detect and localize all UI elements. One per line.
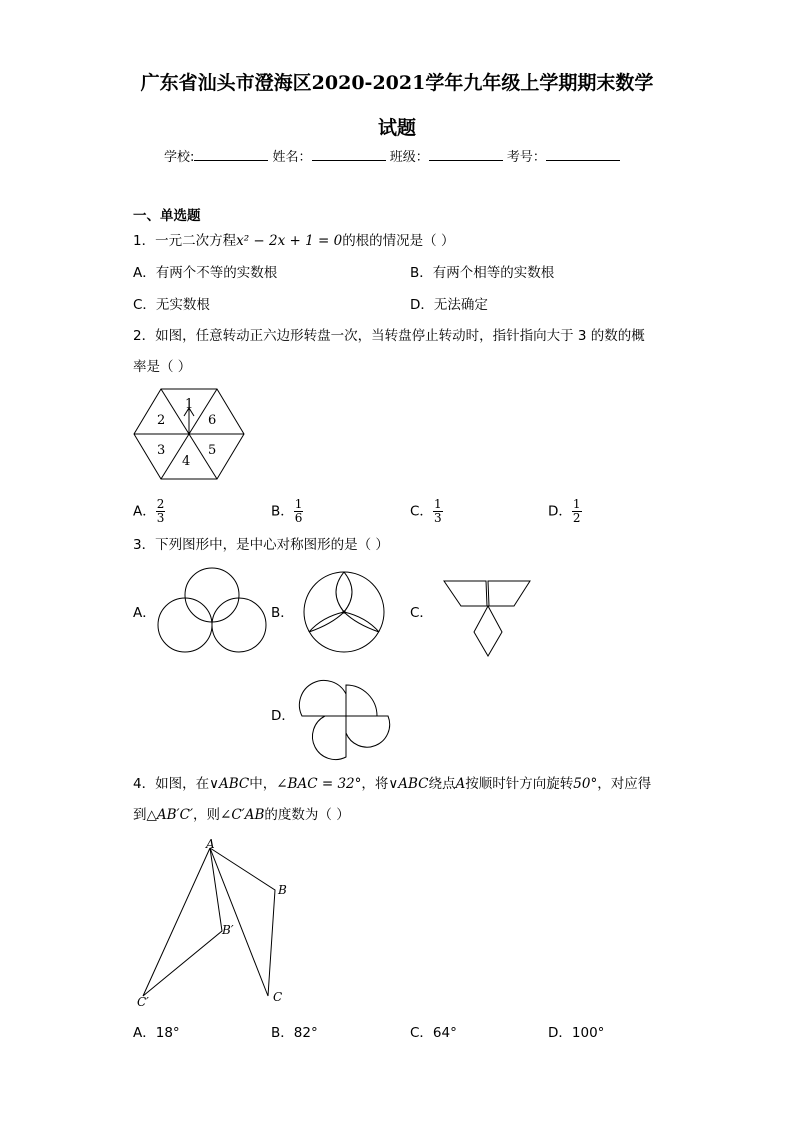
q4-text: 的度数为（ ） [264,807,350,823]
q4-stem-line1 [133,775,651,793]
section-heading: 一、单选题 [133,208,201,224]
hex-number-2: 2 [157,413,166,428]
q1-option-b[interactable]: B．有两个相等的实数根 [410,265,555,281]
q4-math: A [455,776,466,792]
q4-text: ，则 [193,807,221,823]
denominator: 3 [156,511,165,525]
three-circles-figure[interactable] [150,565,275,660]
label-b: B [278,883,287,897]
q3-option-a-label[interactable]: A． [133,605,156,621]
q1-equation: x² − 2x + 1 = 0 [236,233,343,249]
q4-math: ∨ABC [209,776,250,792]
label-c-prime: C′ [137,995,149,1009]
fraction [433,498,443,525]
hex-number-5: 5 [208,443,217,458]
name-label: 姓名： [272,150,312,165]
hex-number-4: 4 [182,454,191,469]
q1-suffix: 的根的情况是（ ） [342,233,455,249]
q2-option-b[interactable] [271,498,303,525]
option-letter: B． [271,503,294,520]
option-letter: D． [548,503,572,520]
q4-text: 到 [133,807,147,823]
q4-stem-line2 [133,806,350,824]
info-fields [164,146,620,167]
page-title: 广东省汕头市澄海区2020-2021学年九年级上学期期末数学 [140,72,654,94]
q4-math: ∨ABC [388,776,429,792]
q4-math: 50° [573,776,598,792]
q2-option-d[interactable] [548,498,582,525]
q1-option-d[interactable]: D．无法确定 [410,297,488,313]
page-title-line2: 试题 [377,117,416,139]
q4-math: ∠C′AB [220,807,265,823]
three-rhombuses-figure[interactable] [444,580,532,658]
q3-option-b-label[interactable]: B． [271,605,294,621]
q2-option-c[interactable] [410,498,443,525]
name-blank[interactable] [312,146,386,161]
circle-three-petals-figure[interactable] [302,572,387,654]
denominator: 3 [433,511,442,525]
numerator: 1 [294,497,303,511]
q3-stem: 3．下列图形中，是中心对称图形的是（ ） [133,537,389,553]
fraction [156,498,166,525]
q4-option-d[interactable]: D．100° [548,1025,605,1041]
school-blank[interactable] [194,146,268,161]
rotated-triangles-figure [133,836,303,1011]
q1-prefix: 1．一元二次方程 [133,233,237,249]
q4-option-c[interactable]: C．64° [410,1025,457,1041]
q2-option-a[interactable] [133,498,165,525]
q3-option-c-label[interactable]: C． [410,605,433,621]
pinwheel-figure[interactable] [302,683,390,761]
q4-math: ∠BAC = 32° [276,776,362,792]
q4-text: ，对应得 [597,776,652,792]
option-letter: C． [410,503,433,520]
hexagon-spinner-figure [133,387,245,481]
hex-number-1: 1 [185,397,194,412]
q4-option-b[interactable]: B．82° [271,1025,318,1041]
denominator: 6 [294,511,303,525]
q4-text: 绕点 [428,776,456,792]
numerator: 1 [433,497,442,511]
q1-stem [133,232,454,250]
denominator: 2 [572,511,581,525]
numerator: 1 [572,497,581,511]
option-letter: A． [133,503,156,520]
q4-text: 中， [249,776,277,792]
fraction [572,498,582,525]
hex-number-3: 3 [157,443,166,458]
numerator: 2 [156,497,165,511]
label-c: C [273,990,283,1004]
q4-text: ，将 [361,776,389,792]
exam-number-blank[interactable] [546,146,620,161]
q2-stem-line1: 2．如图，任意转动正六边形转盘一次，当转盘停止转动时，指针指向大于 3 的数的概 [133,328,645,344]
q1-option-a[interactable]: A．有两个不等的实数根 [133,265,278,281]
school-label: 学校: [164,150,195,165]
q4-text: 4．如图，在 [133,776,210,792]
label-b-prime: B′ [222,923,234,937]
q4-text: 按顺时针方向旋转 [465,776,574,792]
q2-stem-line2: 率是（ ） [133,359,192,375]
class-label: 班级： [389,150,429,165]
hex-number-6: 6 [208,413,217,428]
q1-option-c[interactable]: C．无实数根 [133,297,210,313]
class-blank[interactable] [429,146,503,161]
q4-option-a[interactable]: A．18° [133,1025,180,1041]
q4-math: △AB′C′ [146,807,194,823]
exam-number-label: 考号： [506,150,546,165]
fraction [294,498,304,525]
q3-option-d-label[interactable]: D． [271,708,295,724]
label-a: A [206,837,215,851]
